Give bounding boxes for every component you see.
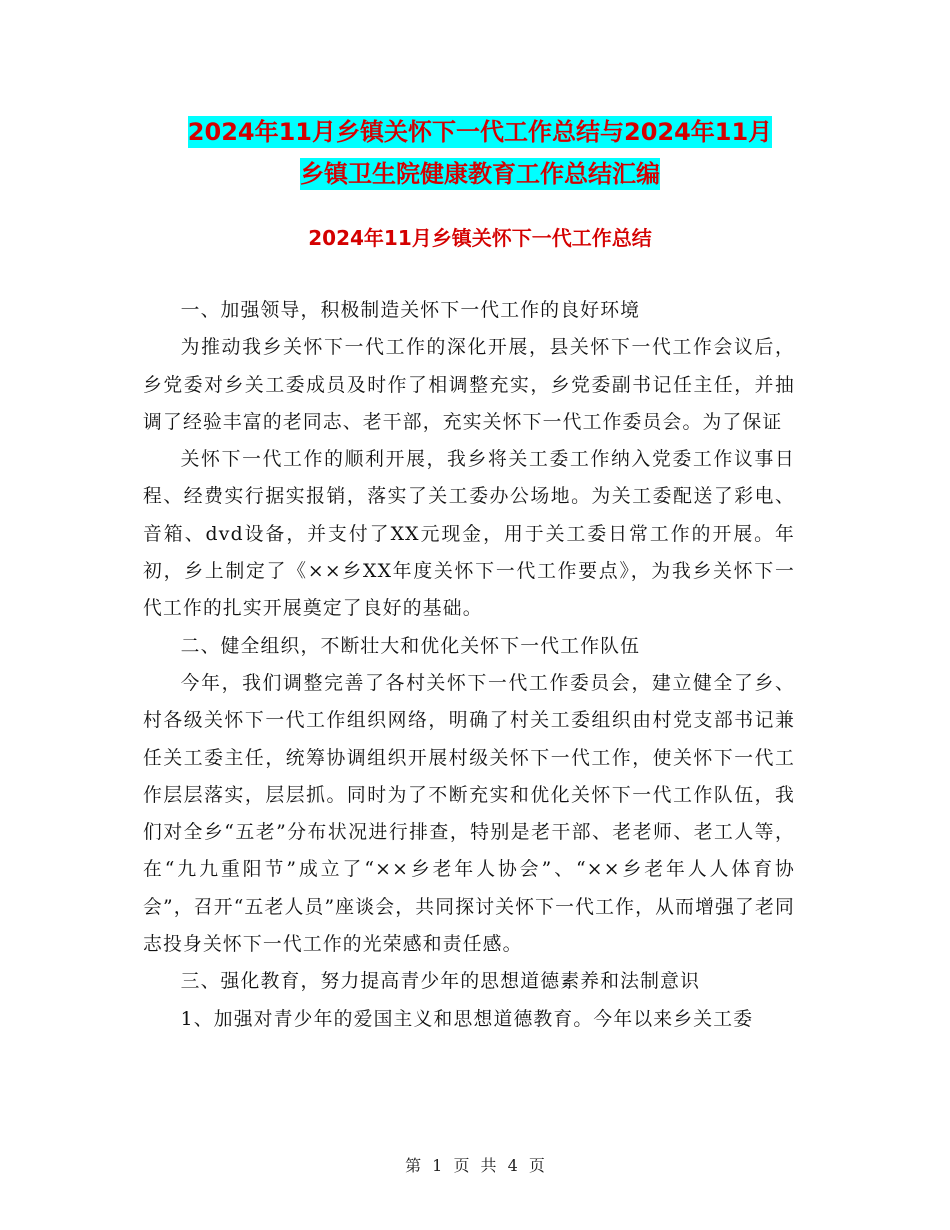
document-title-line-1 bbox=[140, 111, 820, 153]
heading-1: 一、加强领导，积极制造关怀下一代工作的良好环境 bbox=[180, 300, 641, 321]
paragraph: 为推动我乡关怀下一代工作的深化开展，县关怀下一代工作会议后，乡党委对乡关工委成员及时作了相调整充实，乡党委副书记任主任，并抽调了经验丰富的老同志、老干部，充实关怀下一代工作委员会。为了保证 bbox=[143, 337, 795, 433]
title-highlight-2: 乡镇卫生院健康教育工作总结汇编 bbox=[300, 160, 660, 188]
section-title: 2024年11月乡镇关怀下一代工作总结 bbox=[308, 226, 652, 250]
document-title-line-2 bbox=[140, 153, 820, 195]
paragraph: 今年，我们调整完善了各村关怀下一代工作委员会，建立健全了乡、村各级关怀下一代工作组织网络，明确了村关工委组织由村党支部书记兼任关工委主任，统筹协调组织开展村级关怀下一代工作，使关怀下一代工作层层落实，层层抓。同时为了不断充实和优化关怀下一代工作队伍，我们对全乡“五老”分布状况进行排查，特别是老干部、老老师、老工人等，在“九九重阳节”成立了“××乡老年人协会”、“××乡老年人人体育协会”，召开“五老人员”座谈会，共同探讨关怀下一代工作，从而增强了老同志投身关怀下一代工作的光荣感和责任感。 bbox=[143, 672, 795, 956]
paragraph: 关怀下一代工作的顺利开展，我乡将关工委工作纳入党委工作议事日程、经费实行据实报销，落实了关工委办公场地。为关工委配送了彩电、音箱、dvd设备，并支付了XX元现金，用于关工委日常工作的开展。年初，乡上制定了《××乡XX年度关怀下一代工作要点》，为我乡关怀下一代工作的扎实开展奠定了良好的基础。 bbox=[143, 449, 795, 620]
paragraph: 1、加强对青少年的爱国主义和思想道德教育。今年以来乡关工委 bbox=[180, 1008, 754, 1030]
title-highlight-1: 2024年11月乡镇关怀下一代工作总结与2024年11月 bbox=[187, 118, 773, 146]
page-footer: 第 1 页 共 4 页 bbox=[405, 1156, 545, 1175]
heading-2: 二、健全组织，不断壮大和优化关怀下一代工作队伍 bbox=[180, 635, 641, 657]
heading-3: 三、强化教育，努力提高青少年的思想道德素养和法制意识 bbox=[180, 971, 701, 993]
document-body bbox=[143, 292, 795, 1038]
